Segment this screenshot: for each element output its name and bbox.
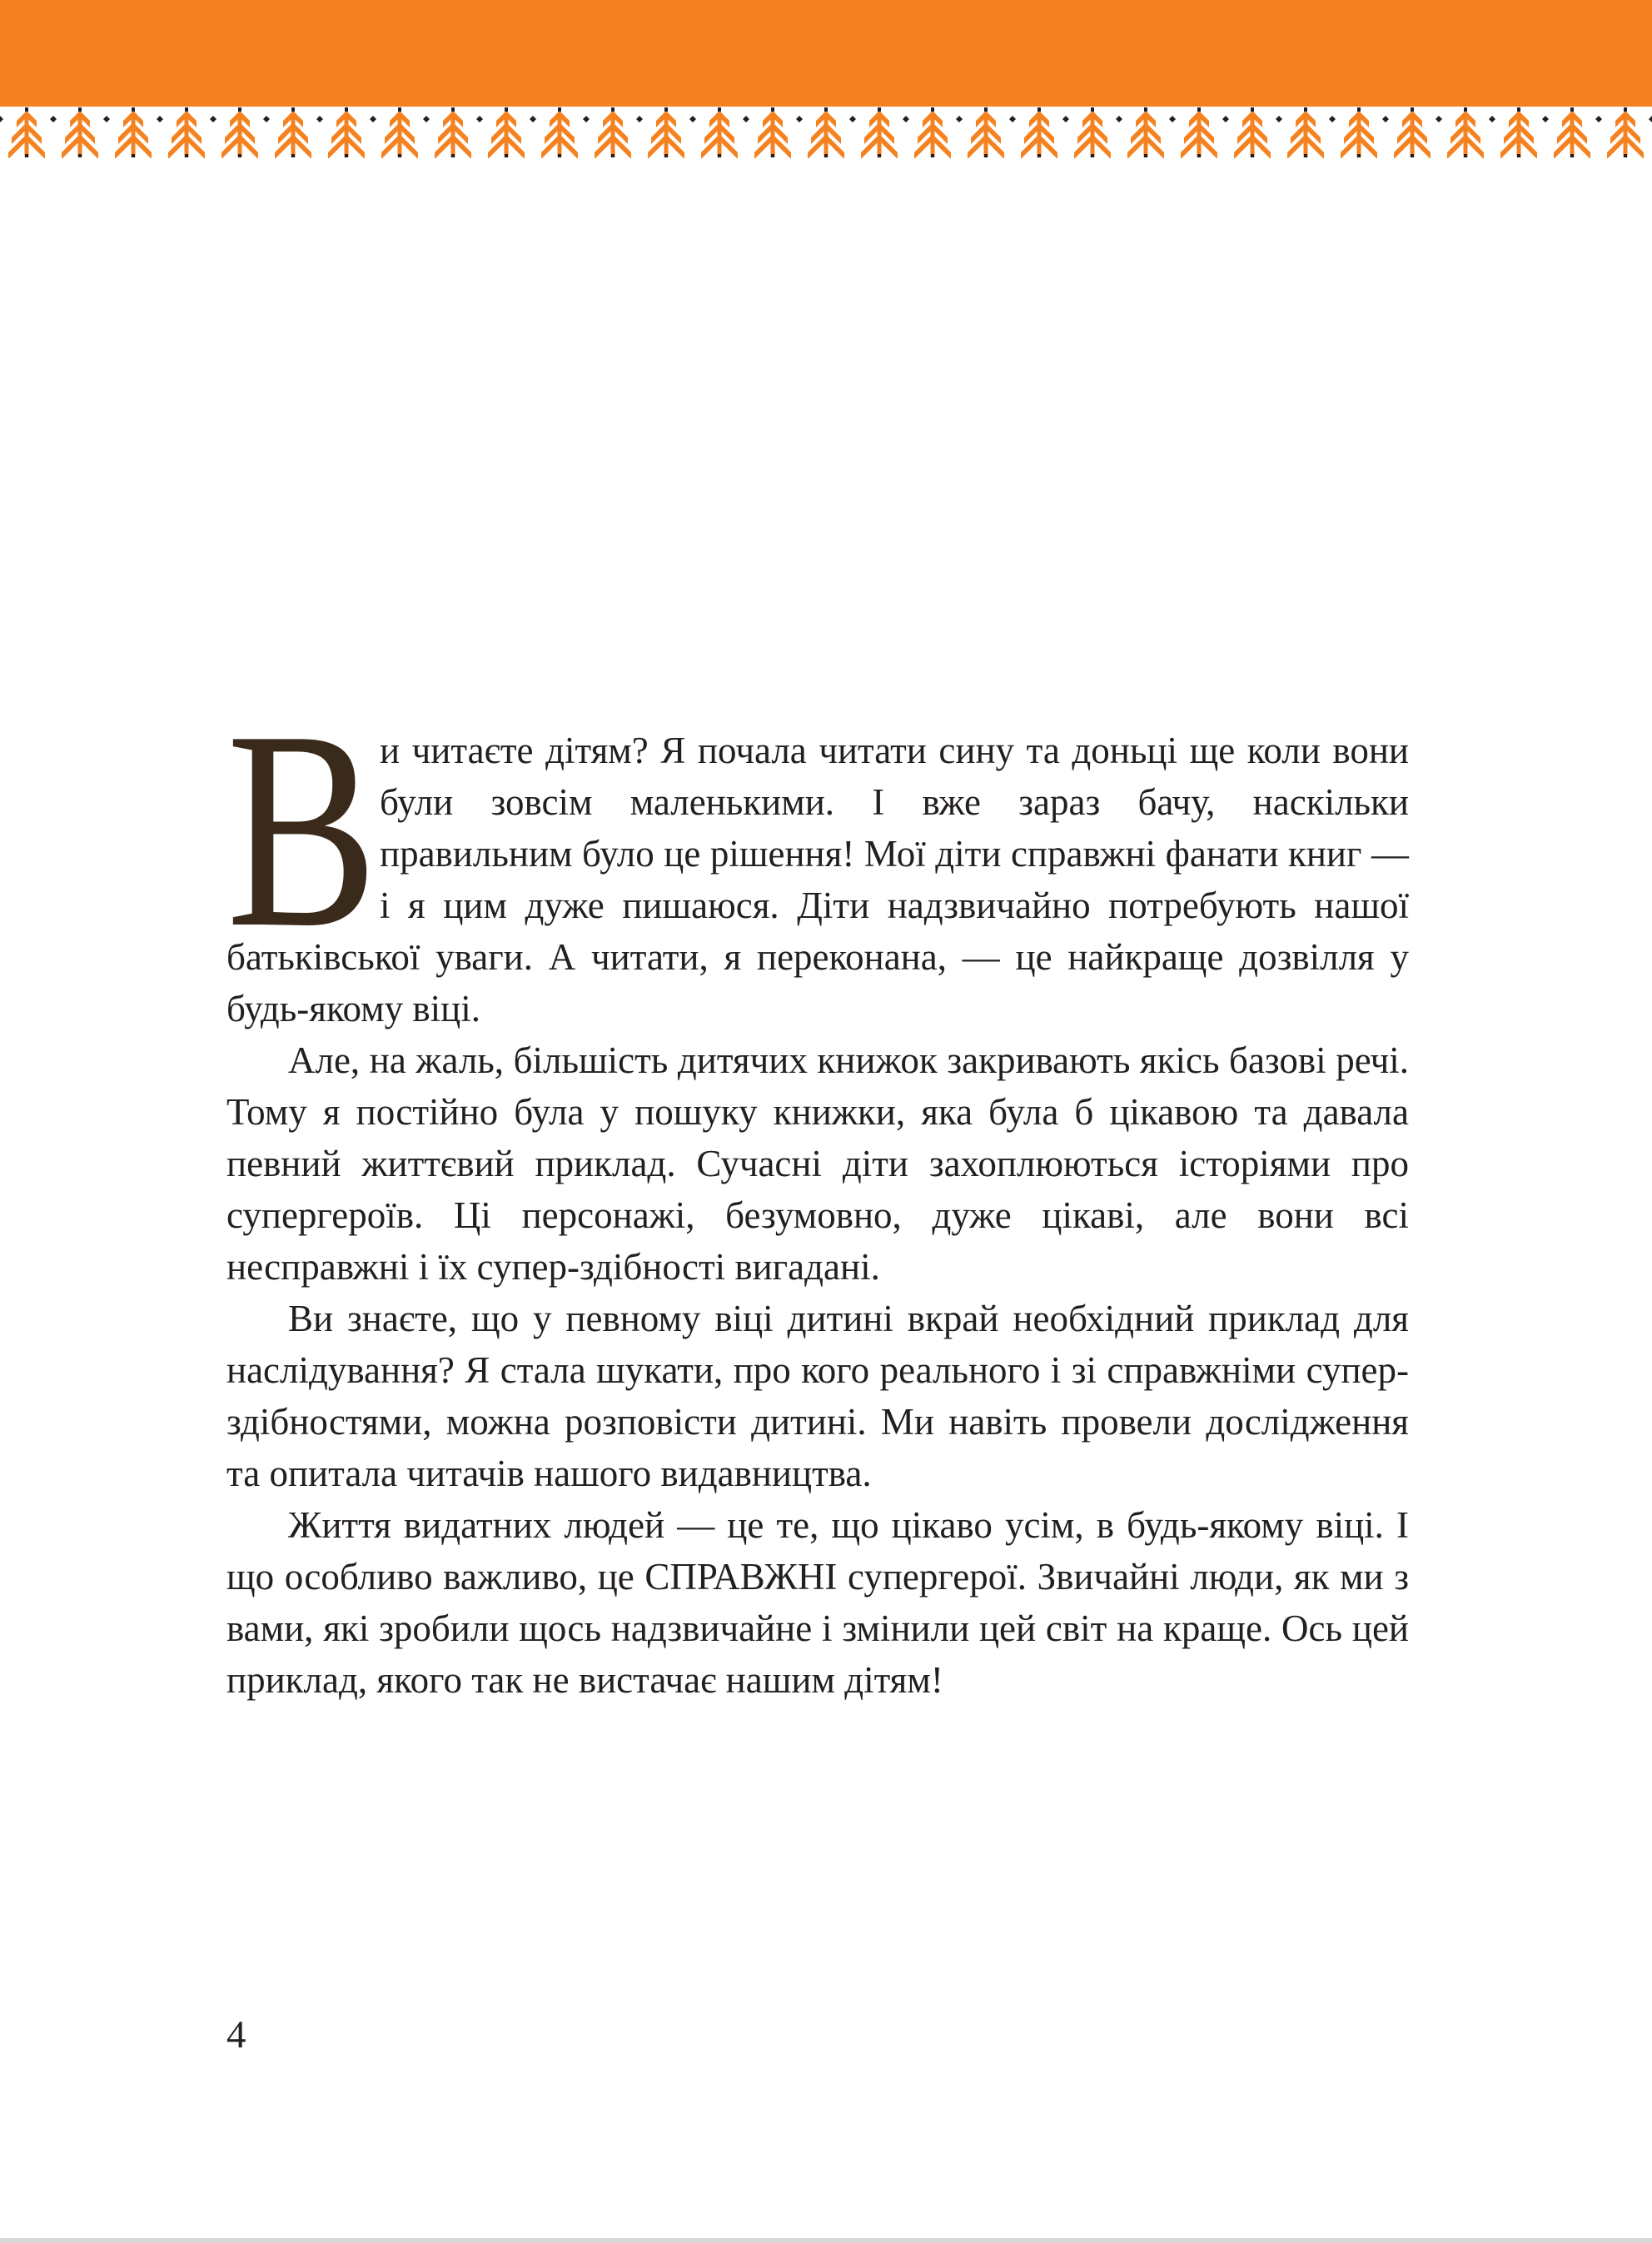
dropcap-letter: В [226, 672, 378, 986]
paragraph [226, 672, 1409, 1034]
embroidery-motif-icon [1599, 107, 1652, 158]
page-number: 4 [226, 2013, 246, 2056]
page-bottom-edge [0, 2238, 1652, 2243]
paragraph: Життя видатних людей — це те, що цікаво усім, в будь-якому віці. І що особливо важливо, це СПРАВЖНІ супергерої. Звичайні люди, як ми з вами, які зробили щось надзвичайне і змінили цей світ на краще. Ось цей приклад, якого так не вистачає нашим дітям! [226, 1504, 1409, 1701]
embroidery-motif-icon [533, 107, 586, 158]
embroidery-motif-icon [1066, 107, 1119, 158]
embroidery-motif-icon [959, 107, 1013, 158]
embroidery-motif-icon [107, 107, 160, 158]
paragraph-text: и читаєте дітям? Я почала читати сину та доньці ще коли вони були зовсім маленькими. І вже зараз бачу, наскільки правильним було це рішення! Мої діти справжні фанати книг — і я цим дуже пишаюся. Діти надзвичайно потребують нашої батьківської уваги. А читати, я переконана, — це найкраще дозвілля у будь-якому віці. [226, 730, 1409, 1029]
header-band [0, 0, 1652, 107]
embroidery-motif-icon [1439, 107, 1492, 158]
embroidery-motif-icon [853, 107, 906, 158]
embroidery-motif-icon [480, 107, 533, 158]
embroidery-motif-icon [639, 107, 693, 158]
embroidery-motif-icon [746, 107, 799, 158]
embroidery-motif-icon [266, 107, 320, 158]
embroidery-motif-icon [1226, 107, 1279, 158]
embroidery-motif-icon [906, 107, 959, 158]
embroidery-motif-icon [1386, 107, 1439, 158]
page-content [0, 158, 1652, 1706]
embroidery-motif-icon [1119, 107, 1172, 158]
paragraph: Але, на жаль, більшість дитячих книжок закривають якісь базові речі. Тому я постійно була у пошуку книжки, яка була б цікавою та давала певний життєвий приклад. Сучасні діти захоплюються історіями про супергероїв. Ці персонажі, безумовно, дуже цікаві, але вони всі несправжні і їх супер-здібності вигадані. [226, 1039, 1409, 1288]
embroidery-motif-icon [1279, 107, 1332, 158]
embroidery-motif-icon [1545, 107, 1599, 158]
embroidery-motif-icon [586, 107, 639, 158]
embroidery-motif-icon [1013, 107, 1066, 158]
paragraph: Ви знаєте, що у певному віці дитині вкрай необхідний приклад для наслідування? Я стала шукати, про кого реального і зі справжніми супер-здібностями, можна розповісти дитині. Ми навіть провели дослідження та опитала читачів нашого видавництва. [226, 1298, 1409, 1494]
embroidery-motif-icon [53, 107, 107, 158]
embroidery-motif-icon [799, 107, 853, 158]
embroidery-motif-icon [320, 107, 373, 158]
embroidery-motif-icon [1332, 107, 1386, 158]
embroidery-motif-icon [213, 107, 266, 158]
embroidery-border [0, 107, 1652, 158]
embroidery-motif-icon [1492, 107, 1545, 158]
embroidery-motif-icon [426, 107, 480, 158]
embroidery-motif-icon [373, 107, 426, 158]
embroidery-motif-icon [0, 107, 53, 158]
embroidery-motif-icon [693, 107, 746, 158]
embroidery-motif-icon [1172, 107, 1226, 158]
embroidery-motif-icon [160, 107, 213, 158]
